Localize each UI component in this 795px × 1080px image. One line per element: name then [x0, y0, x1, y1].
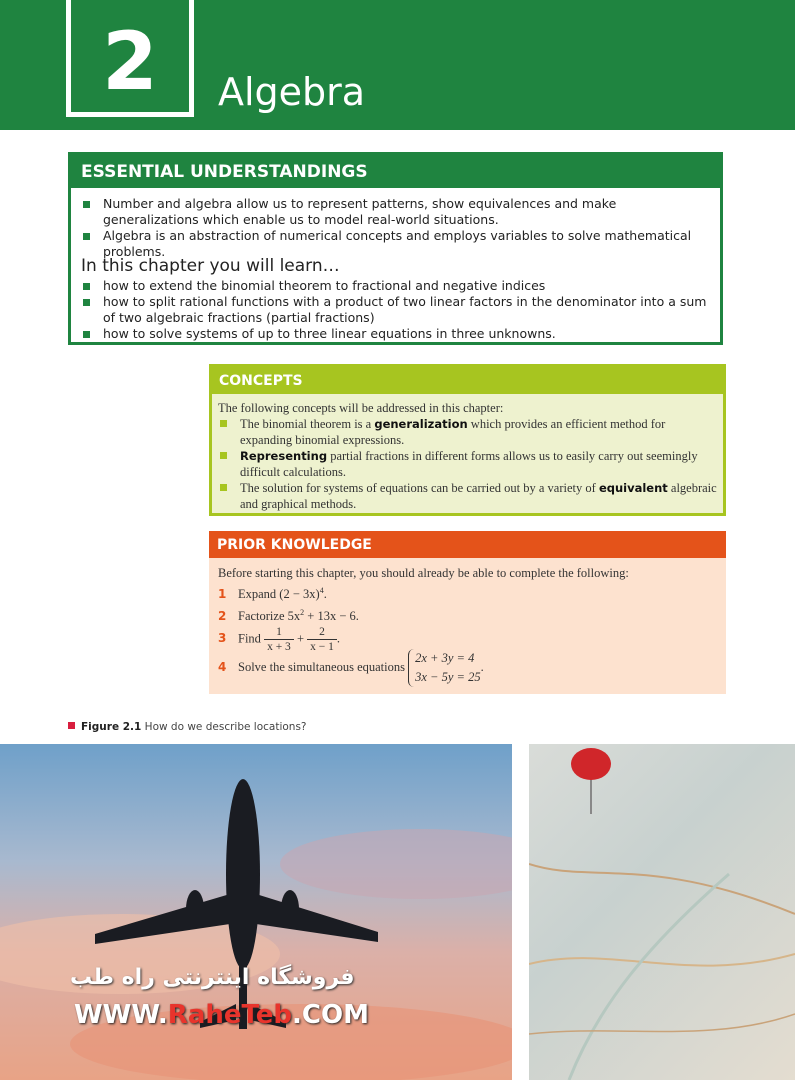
map-pin-icon: [529, 744, 795, 1080]
essential-understandings-box: [68, 152, 723, 345]
concepts-title: CONCEPTS: [212, 367, 723, 394]
list-item: The solution for systems of equations can be carried out by a variety of equivalent algebraic and graphical methods.: [218, 480, 718, 512]
list-item: Representing partial fractions in different forms allows us to easily carry out seemingly difficult calculations.: [218, 448, 718, 480]
chapter-title: Algebra: [218, 70, 366, 114]
list-item: Algebra is an abstraction of numerical concepts and employs variables to solve mathematical problems.: [81, 228, 713, 260]
concepts-list: [218, 416, 718, 512]
concepts-intro: The following concepts will be addressed in this chapter:: [218, 401, 504, 415]
prior-knowledge-title: PRIOR KNOWLEDGE: [209, 531, 726, 558]
map-photo: [529, 744, 795, 1080]
essential-list: [81, 196, 713, 260]
learn-title: In this chapter you will learn…: [81, 256, 340, 276]
list-item: The binomial theorem is a generalization which provides an efficient method for expanding binomial expressions.: [218, 416, 718, 448]
prior-question-1: 1 Expand $(2 - 3x)^4$.: [218, 586, 327, 602]
list-item: Number and algebra allow us to represent patterns, show equivalences and make generalizations which enable us to model real-world situations.: [81, 196, 713, 228]
list-item: how to solve systems of up to three linear equations in three unknowns.: [81, 326, 713, 342]
concepts-box: [209, 364, 726, 516]
prior-intro: Before starting this chapter, you should already be able to complete the following:: [218, 566, 629, 580]
list-item: how to split rational functions with a product of two linear factors in the denominator into a sum of two algebraic fractions (partial fractions): [81, 294, 713, 326]
equation-system: 2x + 3y = 4 3x − 5y = 25: [408, 649, 480, 687]
watermark-persian-text: فروشگاه اینترنتی راه طب: [70, 965, 355, 990]
chapter-number: 2: [102, 15, 158, 108]
prior-knowledge-box: [209, 531, 726, 694]
caption-marker-icon: [68, 722, 75, 729]
prior-question-3: 3 Find $\frac{1}{x + 3}$ + $\frac{2}{x - 1}$ .: [218, 626, 340, 653]
watermark-url: WWW.RaheTeb.COM: [74, 1000, 369, 1030]
list-item: how to extend the binomial theorem to fractional and negative indices: [81, 278, 713, 294]
prior-question-4: 4 Solve the simultaneous equations 2x + 3y = 4 3x − 5y = 25.: [218, 649, 484, 687]
learn-list: [81, 278, 713, 342]
prior-question-2: 2 Factorize $5x^2 + 13x - 6$.: [218, 608, 359, 624]
essential-understandings-title: ESSENTIAL UNDERSTANDINGS: [71, 155, 720, 188]
figure-caption: Figure 2.1 How do we describe locations?: [68, 721, 307, 733]
